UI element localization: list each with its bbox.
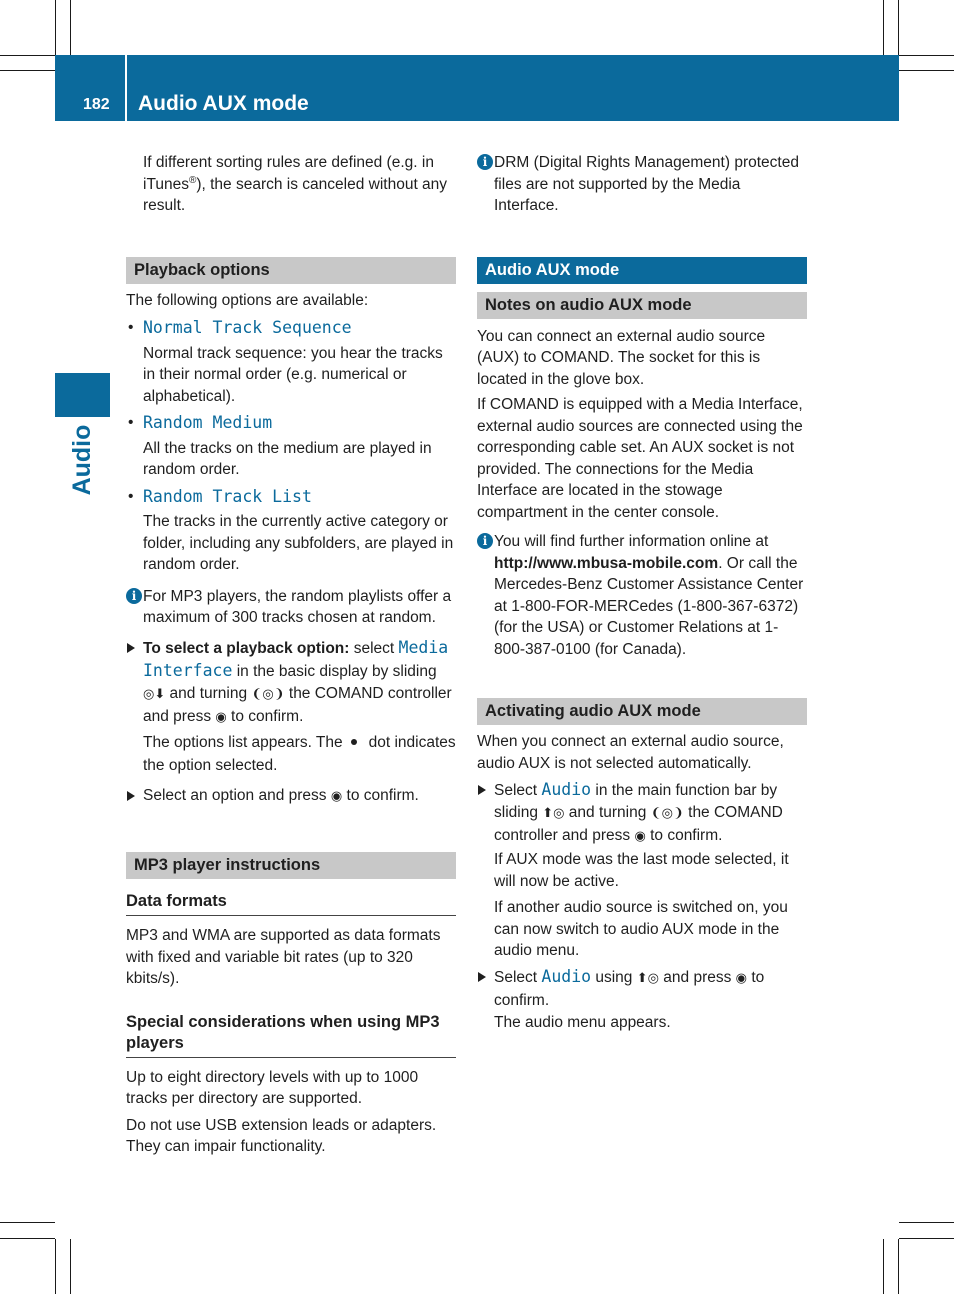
special-paragraph: Up to eight directory levels with up to 1000 tracks per directory are supported.	[126, 1068, 419, 1107]
page-number: 182	[83, 96, 110, 113]
crop-mark	[883, 0, 884, 55]
turn-icon: ❨◎❩	[650, 806, 684, 821]
crop-mark	[55, 0, 56, 55]
left-column	[126, 152, 456, 1158]
option-desc: All the tracks on the medium are played in random order.	[143, 439, 432, 478]
side-tab-marker	[55, 373, 110, 417]
slide-up-icon: ⬆◎	[636, 970, 659, 986]
support-url-link[interactable]: http://www.mbusa-mobile.com	[494, 554, 719, 572]
triangle-arrow-icon	[127, 643, 135, 653]
info-icon: i	[477, 533, 493, 549]
side-tab-label: Audio	[68, 424, 96, 496]
page-header	[55, 55, 899, 121]
press-icon: ◉	[215, 709, 227, 725]
crop-mark	[899, 55, 954, 56]
menu-item-audio: Audio	[541, 780, 592, 799]
instruction-step: Select an option and press ◉ to confirm.	[126, 785, 456, 808]
crop-mark	[0, 1222, 55, 1223]
data-formats-text: MP3 and WMA are supported as data formats with fixed and variable bit rates (up to 320 kbits/s).	[126, 927, 441, 987]
press-icon: ◉	[330, 788, 343, 804]
list-item: • Random Medium	[128, 413, 273, 432]
info-icon: i	[477, 154, 493, 170]
crop-mark	[898, 0, 899, 55]
list-item: • Normal Track Sequence	[128, 318, 352, 337]
option-desc: The tracks in the currently active category or folder, including any subfolders, are played in random order.	[143, 513, 454, 573]
turn-icon: ❨◎❩	[251, 686, 285, 702]
notes-paragraph: You can connect an external audio source (AUX) to COMAND. The socket for this is located in the glove box.	[477, 327, 766, 388]
crop-mark	[0, 55, 55, 56]
subheading-data-formats: Data formats	[126, 891, 456, 916]
crop-mark	[55, 1239, 56, 1294]
notes-paragraph: If COMAND is equipped with a Media Interface, external audio sources are connected using the corresponding cable set. An AUX socket is not provided. The connections for the Media Interface are located in the stowage compartment in the center console.	[477, 396, 803, 521]
playback-intro: The following options are available:	[126, 291, 369, 309]
slide-down-icon: ◎⬇	[143, 686, 166, 702]
press-icon: ◉	[735, 970, 748, 986]
instruction-step: To select a playback option: select Media Interface in the basic display by sliding ◎⬇ and turning ❨◎❩ the COMAND controller and press ◉ to confirm. The options list appears. The dot indicates the option selected.	[126, 637, 456, 777]
header-divider	[125, 55, 127, 121]
intro-paragraph: If different sorting rules are defined (e.g. in iTunes®), the search is canceled without any result.	[143, 154, 448, 214]
section-heading-playback: Playback options	[126, 257, 456, 284]
menu-item-media-interface: Media Interface	[143, 637, 449, 680]
crop-mark	[70, 0, 71, 55]
right-column	[477, 152, 807, 1034]
crop-mark	[0, 1238, 55, 1239]
option-name: Normal Track Sequence	[143, 318, 352, 337]
crop-mark	[899, 1238, 954, 1239]
triangle-arrow-icon	[478, 972, 486, 982]
subheading-special-considerations: Special considerations when using MP3 players	[126, 1012, 456, 1058]
press-icon: ◉	[634, 829, 646, 844]
crop-mark	[898, 1239, 899, 1294]
crop-mark	[0, 70, 55, 71]
crop-mark	[899, 70, 954, 71]
info-note: i You will find further information online at http://www.mbusa-mobile.com. Or call the Mercedes-Benz Customer Assistance Center at 1-800-FOR-MERCedes (1-800-367-6372) (for the USA) or Customer Relations at 1-800-387-0100 (for Canada).	[477, 531, 807, 660]
crop-mark	[70, 1239, 71, 1294]
option-name: Random Track List	[143, 486, 312, 506]
instruction-step: Select Audio using ⬆◎ and press ◉ to confirm. The audio menu appears.	[477, 966, 807, 1034]
section-heading-mp3: MP3 player instructions	[126, 852, 456, 879]
slide-up-icon: ⬆◎	[542, 806, 565, 821]
triangle-arrow-icon	[127, 791, 135, 801]
menu-item-audio: Audio	[541, 966, 592, 986]
option-desc: Normal track sequence: you hear the tracks in their normal order (e.g. numerical or alphabetical).	[143, 344, 443, 405]
info-icon: i	[126, 588, 142, 604]
section-heading-activating: Activating audio AUX mode	[477, 698, 807, 725]
selected-dot-icon	[351, 739, 357, 745]
info-note: i For MP3 players, the random playlists offer a maximum of 300 tracks chosen at random.	[126, 586, 456, 629]
special-paragraph: Do not use USB extension leads or adapters. They can impair functionality.	[126, 1116, 437, 1155]
list-item: • Random Track List	[128, 486, 312, 506]
info-note: i DRM (Digital Rights Management) protected files are not supported by the Media Interface.	[477, 152, 807, 217]
activating-paragraph: When you connect an external audio source, audio AUX is not selected automatically.	[477, 733, 784, 772]
triangle-arrow-icon	[478, 785, 486, 795]
section-heading-notes: Notes on audio AUX mode	[477, 292, 807, 319]
page-title: Audio AUX mode	[138, 92, 309, 115]
option-name: Random Medium	[143, 413, 273, 432]
section-heading-aux: Audio AUX mode	[477, 257, 807, 284]
crop-mark	[883, 1239, 884, 1294]
crop-mark	[899, 1222, 954, 1223]
instruction-step: Select Audio in the main function bar by sliding ⬆◎ and turning ❨◎❩ the COMAND controller and press ◉ to confirm. If AUX mode was the last mode selected, it will now be active. If another audio source is switched on, you can now switch to audio AUX mode in the audio menu.	[477, 779, 807, 962]
